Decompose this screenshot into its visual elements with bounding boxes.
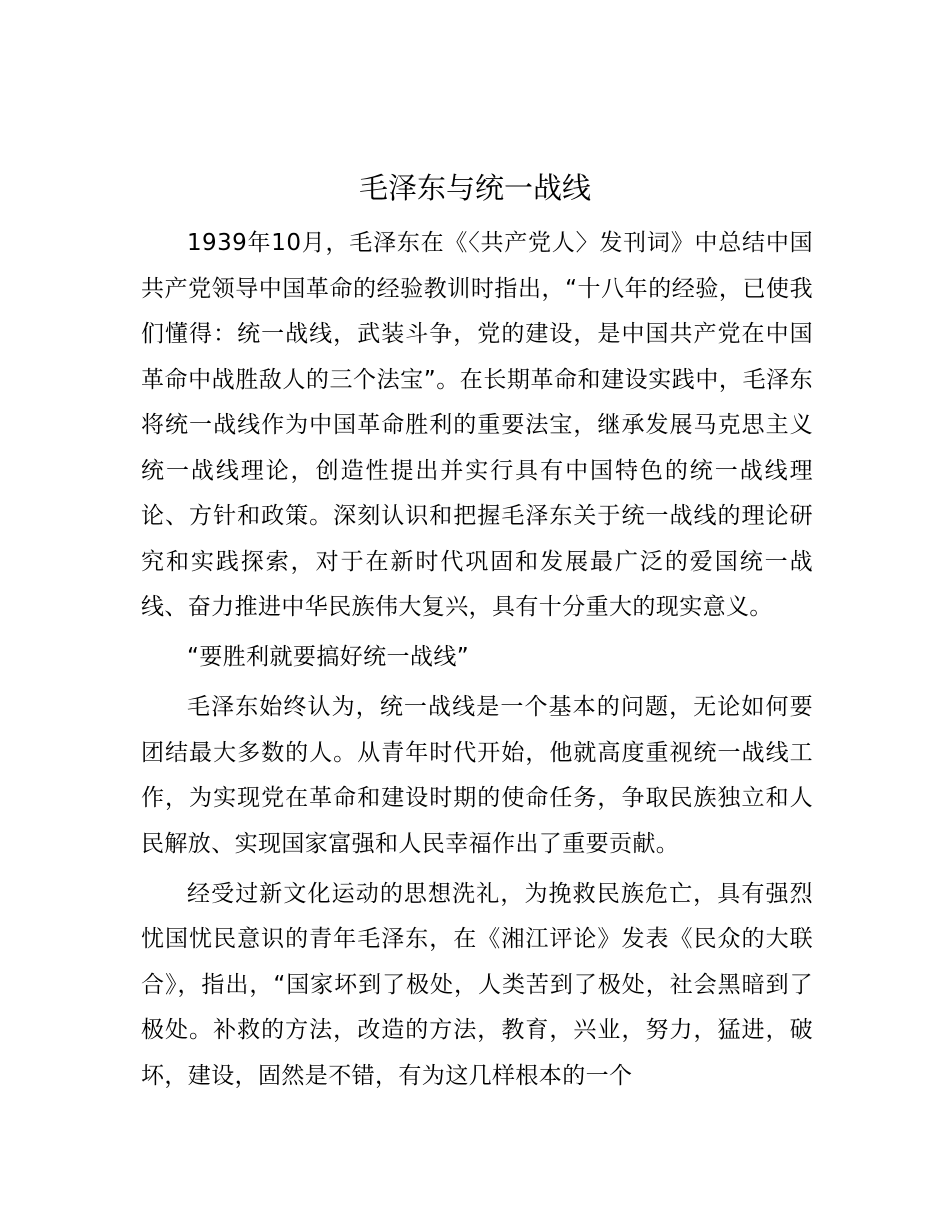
paragraph-xiangjiang-review: 经受过新文化运动的思想洗礼，为挽救民族危亡，具有强烈忧国忧民意识的青年毛泽东，在《湘江评论》发表《民众的大联合》，指出，“国家坏到了极处，人类苦到了极处，社会黑暗到了极处。补救的方法，改造的方法，教育，兴业，努力，猛进，破坏，建设，固然是不错，有为这几样根本的一个 [141, 880, 813, 1089]
paragraph-intro: 1939年10月，毛泽东在《〈共产党人〉发刊词》中总结中国共产党领导中国革命的经验教训时指出，“十八年的经验，已使我们懂得：统一战线，武装斗争，党的建设，是中国共产党在中国革命中战胜敌人的三个法宝”。在长期革命和建设实践中，毛泽东将统一战线作为中国革命胜利的重要法宝，继承发展马克思主义统一战线理论，创造性提出并实行具有中国特色的统一战线理论、方针和政策。深刻认识和把握毛泽东关于统一战线的理论研究和实践探索，对于在新时代巩固和发展最广泛的爱国统一战线、奋力推进中华民族伟大复兴，具有十分重大的现实意义。 [141, 230, 813, 620]
paragraph-united-front-basic: 毛泽东始终认为，统一战线是一个基本的问题，无论如何要团结最大多数的人。从青年时代开始，他就高度重视统一战线工作，为实现党在革命和建设时期的使命任务，争取民族独立和人民解放、实现国家富强和人民幸福作出了重要贡献。 [141, 694, 813, 857]
document-title: 毛泽东与统一战线 [358, 171, 591, 205]
document-body [141, 221, 813, 1099]
section-heading: “要胜利就要搞好统一战线” [187, 644, 470, 670]
